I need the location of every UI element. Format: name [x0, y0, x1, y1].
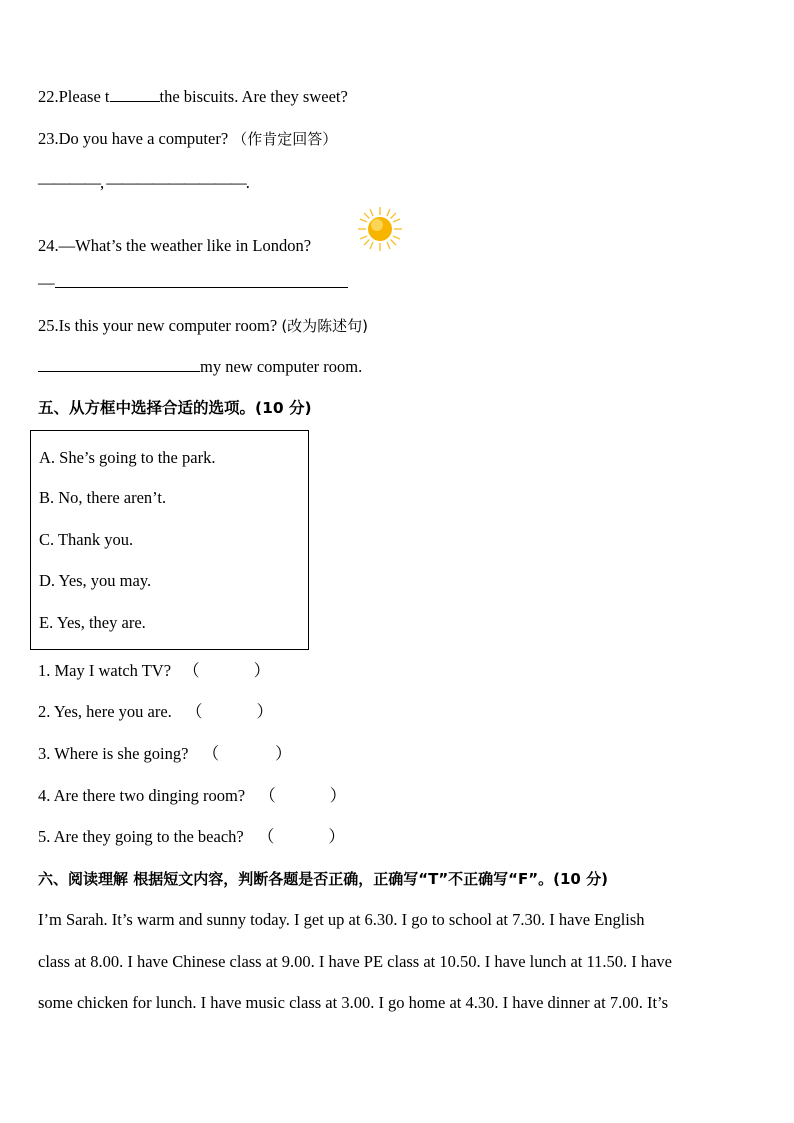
- answer-line-23[interactable]: ————, —————————.: [38, 173, 249, 192]
- section-6-heading: 六、阅读理解 根据短文内容，判断各题是否正确，正确写“T”不正确写“F”。(10 分): [38, 870, 608, 888]
- matching-question-5: [38, 826, 345, 848]
- section-5-heading: 五、从方框中选择合适的选项。(10 分): [38, 399, 312, 417]
- matching-question-text: 1. May I watch TV?: [38, 661, 172, 680]
- question-text: Do you have a computer?: [58, 129, 233, 148]
- question-24: [38, 235, 311, 257]
- answer-tail: my new computer room.: [200, 357, 363, 376]
- matching-question-1: [38, 660, 270, 682]
- question-22: [38, 86, 348, 108]
- matching-question-text: 5. Are they going to the beach?: [38, 827, 244, 846]
- matching-question-4: [38, 785, 346, 807]
- answer-paren-open: （: [185, 702, 203, 721]
- question-text-before: Please t: [58, 87, 110, 106]
- answer-line-24: [38, 272, 348, 294]
- answer-paren-open: （: [202, 744, 220, 763]
- answer-blank[interactable]: [55, 272, 348, 288]
- matching-question-3: [38, 743, 292, 765]
- matching-question-text: 4. Are there two dinging room?: [38, 786, 246, 805]
- question-text-after: the biscuits. Are they sweet?: [159, 87, 348, 106]
- answer-paren-open: （: [257, 827, 275, 846]
- question-note: （作肯定回答）: [232, 130, 338, 148]
- answer-paren-close: ）: [275, 744, 292, 763]
- answer-paren-close: ）: [256, 702, 273, 721]
- question-dash: —: [58, 236, 76, 255]
- passage-line: some chicken for lunch. I have music class at 3.00. I go home at 4.30. I have dinner at 7.00. It’s: [38, 993, 669, 1012]
- option-b: B. No, there aren’t.: [39, 488, 167, 507]
- question-25: [38, 315, 368, 337]
- answer-paren-close: ）: [253, 661, 271, 680]
- option-e: E. Yes, they are.: [39, 613, 146, 632]
- matching-question-text: 3. Where is she going?: [38, 744, 189, 763]
- option-c: C. Thank you.: [39, 530, 134, 549]
- question-text: Is this your new computer room?: [58, 316, 282, 335]
- answer-paren-close: ）: [329, 786, 347, 805]
- sun-icon: [357, 206, 403, 252]
- answer-line-25: [38, 356, 362, 378]
- answer-paren-open: （: [183, 661, 200, 680]
- matching-question-text: 2. Yes, here you are.: [38, 702, 172, 721]
- question-number: 24.: [38, 236, 59, 255]
- question-number: 23.: [38, 129, 59, 148]
- answer-paren-open: （: [259, 786, 276, 805]
- question-number: 22.: [38, 87, 59, 106]
- options-box: [30, 430, 309, 650]
- question-23: [38, 128, 337, 150]
- question-text: What’s the weather like in London?: [75, 236, 312, 255]
- question-note: (改为陈述句): [281, 317, 369, 335]
- answer-blank[interactable]: [110, 86, 160, 102]
- answer-blank[interactable]: [38, 356, 200, 372]
- option-a: A. She’s going to the park.: [39, 448, 216, 467]
- matching-question-2: [38, 701, 273, 723]
- passage-line: class at 8.00. I have Chinese class at 9.00. I have PE class at 10.50. I have lunch at 11.50. I have: [38, 952, 673, 971]
- passage-line: I’m Sarah. It’s warm and sunny today. I get up at 6.30. I go to school at 7.30. I have English: [38, 910, 645, 929]
- option-d: D. Yes, you may.: [39, 571, 152, 590]
- answer-paren-close: ）: [328, 827, 345, 846]
- answer-dash: —: [38, 273, 55, 292]
- question-number: 25.: [38, 316, 59, 335]
